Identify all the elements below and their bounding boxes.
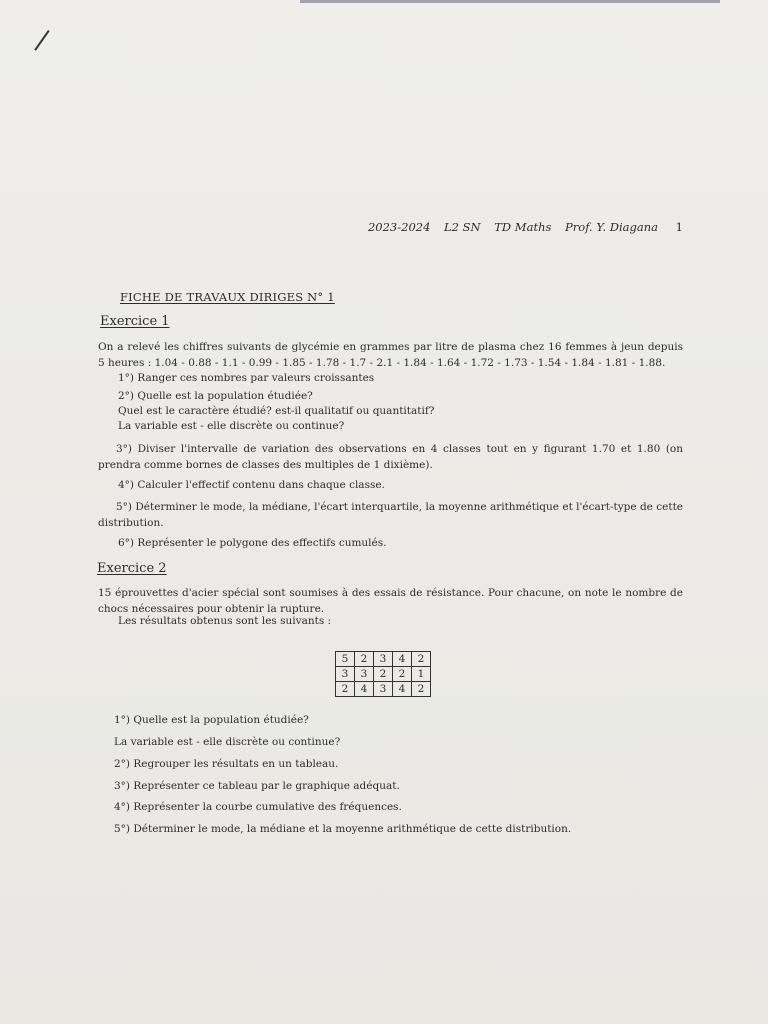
page-number: 1 [675,220,683,234]
exercise2-results-label: Les résultats obtenus sont les suivants : [118,615,332,627]
table-cell: 2 [336,682,355,697]
table-cell: 2 [412,652,431,667]
table-row [336,682,431,697]
exercise1-q2b: Quel est le caractère étudié? est-il qualitatif ou quantitatif? [118,405,435,417]
header-course: TD Maths [494,220,552,234]
header-professor: Prof. Y. Diagana [565,220,659,234]
results-table [335,651,431,697]
exercise1-q1: 1°) Ranger ces nombres par valeurs croissantes [118,372,375,384]
exercise1-q2a: 2°) Quelle est la population étudiée? [118,390,313,402]
exercise2-intro: 15 éprouvettes d'acier spécial sont soumises à des essais de résistance. Pour chacune, on note le nombre de chocs nécessaires pour obtenir la rupture. [98,587,683,615]
header-year: 2023-2024 [367,220,431,234]
exercise2-q2: 2°) Regrouper les résultats en un tableau. [114,758,339,770]
exercise1-q4: 4°) Calculer l'effectif contenu dans chaque classe. [118,479,385,491]
top-edge-shadow [300,0,720,3]
table-row [336,667,431,682]
table-cell: 2 [374,667,393,682]
pen-mark [34,30,49,51]
exercise1-q2c: La variable est - elle discrète ou continue? [118,420,345,432]
exercise2-q1: 1°) Quelle est la population étudiée? [114,714,309,726]
exercise2-q3: 3°) Représenter ce tableau par le graphique adéquat. [114,780,400,792]
exercise2-q1b: La variable est - elle discrète ou continue? [114,736,341,748]
table-cell: 3 [374,652,393,667]
exercise1-title: Exercice 1 [100,314,170,329]
exercise1-q6: 6°) Représenter le polygone des effectifs cumulés. [118,537,387,549]
table-cell: 4 [393,652,412,667]
table-cell: 5 [336,652,355,667]
table-row [336,652,431,667]
table-cell: 2 [412,682,431,697]
table-cell: 1 [412,667,431,682]
exercise2-title: Exercice 2 [97,561,167,576]
exercise2-q5: 5°) Déterminer le mode, la médiane et la moyenne arithmétique de cette distribution. [114,823,572,835]
exercise1-q5: 5°) Déterminer le mode, la médiane, l'écart interquartile, la moyenne arithmétique et l'écart-type de cette distribution. [98,501,683,529]
header-level: L2 SN [444,220,481,234]
table-cell: 4 [355,682,374,697]
exercise1-q3: 3°) Diviser l'intervalle de variation des observations en 4 classes tout en y figurant 1.70 et 1.80 (on prendra comme bornes de classes des multiples de 1 dixième). [98,443,683,471]
exercise1-intro: On a relevé les chiffres suivants de glycémie en grammes par litre de plasma chez 16 femmes à jeun depuis 5 heures : 1.04 - 0.88 - 1.1 - 0.99 - 1.85 - 1.78 - 1.7 - 2.1 - 1.84 - 1.64 - 1.72 - 1.73 - 1.54 - 1.84 - 1.81 - 1.88. [98,341,683,369]
page-header [358,220,683,234]
table-cell: 3 [355,667,374,682]
table-cell: 3 [374,682,393,697]
table-cell: 2 [393,667,412,682]
table-cell: 3 [336,667,355,682]
table-cell: 4 [393,682,412,697]
sheet-title: FICHE DE TRAVAUX DIRIGES N° 1 [120,290,335,304]
exercise2-q4: 4°) Représenter la courbe cumulative des fréquences. [114,801,402,813]
table-cell: 2 [355,652,374,667]
